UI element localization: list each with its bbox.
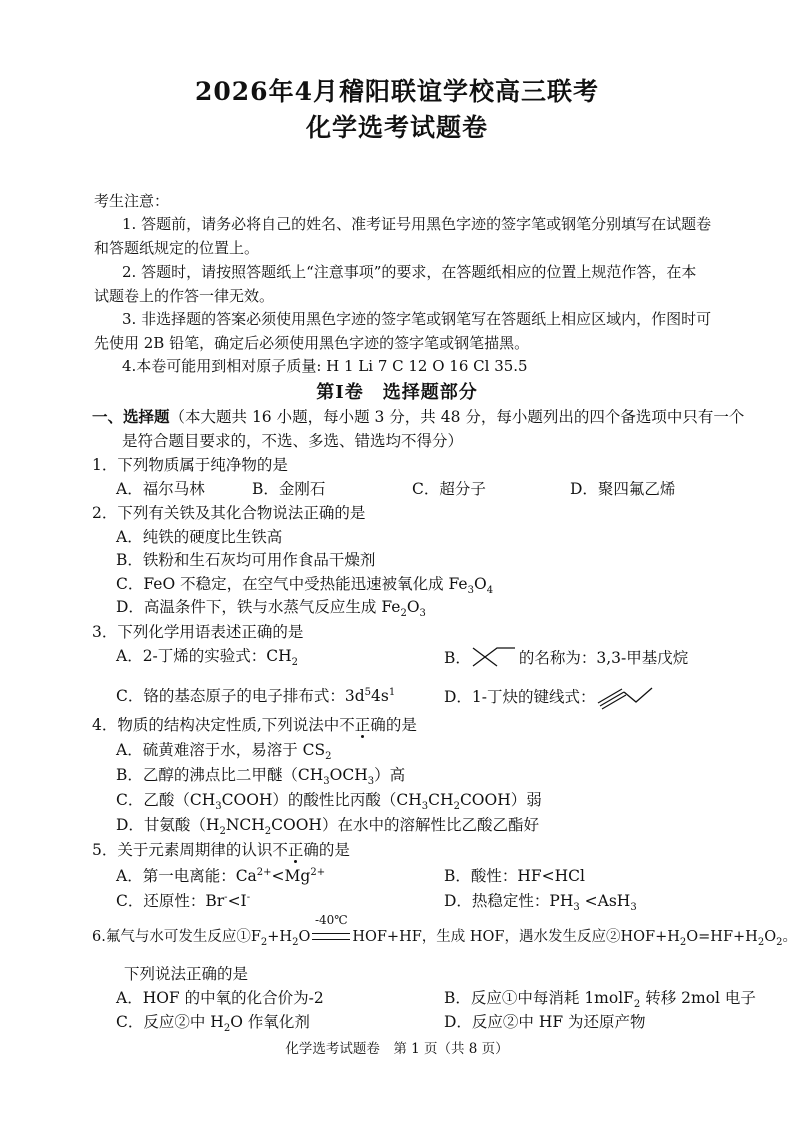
q4-stem: 4．物质的结构决定性质,下列说法中不正确的是	[92, 716, 417, 734]
q1-option-b: B．金刚石	[252, 480, 326, 498]
q3-option-a: A．2-丁烯的实验式：$CH_2$	[116, 647, 299, 669]
notice-item-2-cont: 试题卷上的作答一律无效。	[94, 287, 275, 305]
q2-option-c: C．FeO 不稳定，在空气中受热能迅速被氧化成 $Fe_3O_4$	[116, 575, 494, 597]
q1-option-d: D．聚四氟乙烯	[570, 480, 676, 498]
q2-option-b: B．铁粉和生石灰均可用作食品干燥剂	[116, 551, 376, 569]
notice-heading: 考生注意：	[94, 192, 170, 210]
q5-option-b: B．酸性：HF<HCl	[444, 867, 585, 885]
q3-option-b: B． 的名称为：3,3-甲基戊烷	[444, 644, 688, 670]
q4-option-d: D．甘氨酸$(H_2NCH_2COOH)$在水中的溶解性比乙酸乙酯好	[116, 816, 539, 838]
q5-option-a: A．第一电离能：$Ca^{2+}<Mg^{2+}$	[116, 866, 326, 885]
q5-option-d: D．热稳定性：$PH_3 <AsH_3$	[444, 892, 637, 914]
exam-title: 2026年4月稽阳联谊学校高三联考	[195, 77, 599, 106]
q6-option-d: D．反应②中 HF 为还原产物	[444, 1013, 646, 1031]
notice-item-3: 3. 非选择题的答案必须使用黑色字迹的签字笔或钢笔写在答题纸上相应区域内，作图时可	[122, 310, 712, 328]
q6-option-b: B．反应①中每消耗 1molF$_2$ 转移 2mol 电子	[444, 989, 756, 1011]
q4-option-a: A．硫黄难溶于水，易溶于 $CS_2$	[116, 741, 332, 763]
q3-stem: 3．下列化学用语表述正确的是	[92, 623, 304, 641]
part-label: 一、选择题	[92, 407, 170, 426]
notice-item-1: 1. 答题前，请务必将自己的姓名、准考证号用黑色字迹的签字笔或钢笔分别填写在试题卷	[122, 215, 712, 233]
q6-stem: 6.氟气与水可发生反应$①F_2+H_2O$ -40℃ HOF+HF，生成 HOF，遇水发生反应$②HOF+H_2O=HF+H_2O_2$。	[92, 913, 797, 948]
q3-option-d: D．1-丁炔的键线式：	[444, 684, 656, 710]
q6-option-c: C．反应②中 $H_2O$ 作氧化剂	[116, 1013, 310, 1035]
part-desc: （本大题共 16 小题，每小题 3 分，共 48 分，每小题列出的四个备选项中只有一个	[169, 408, 745, 426]
q5-stem: 5．关于元素周期律的认识不正确的是	[92, 841, 350, 859]
q6-sub-stem: 下列说法正确的是	[124, 965, 249, 983]
q4-option-c: C．乙酸$(CH_3COOH)$的酸性比丙酸$(CH_3CH_2COOH)$弱	[116, 791, 542, 813]
skeletal-structure-3-3-dimethylpentane	[471, 644, 519, 670]
q1-option-a: A．福尔马林	[116, 480, 205, 498]
q1-option-c: C．超分子	[412, 480, 486, 498]
part-desc-cont: 是符合题目要求的，不选、多选、错选均不得分）	[122, 432, 464, 450]
q5-option-c: C．还原性：Br-<I-	[116, 891, 251, 910]
bond-line-1-butyne	[596, 684, 656, 710]
notice-item-4: 4.本卷可能用到相对原子质量: H 1 Li 7 C 12 O 16 Cl 35.5	[122, 357, 528, 375]
part-heading	[92, 405, 744, 427]
notice-item-1-cont: 和答题纸规定的位置上。	[94, 239, 260, 257]
q4-emphasis: 不正确	[339, 716, 386, 734]
q2-option-a: A．纯铁的硬度比生铁高	[116, 528, 283, 546]
reaction-condition: -40℃	[314, 913, 348, 927]
section-title: 第Ⅰ卷 选择题部分	[316, 382, 478, 403]
exam-subtitle: 化学选考试题卷	[305, 113, 488, 142]
q1-stem: 1．下列物质属于纯净物的是	[92, 456, 288, 474]
q4-option-b: B．乙醇的沸点比二甲醚$(CH_3OCH_3)$高	[116, 766, 406, 788]
notice-item-2: 2. 答题时，请按照答题纸上“注意事项”的要求，在答题纸相应的位置上规范作答，在本	[122, 263, 697, 281]
q2-stem: 2．下列有关铁及其化合物说法正确的是	[92, 504, 366, 522]
q5-emphasis: 不正确	[272, 841, 319, 859]
notice-item-3-cont: 先使用 2B 铅笔，确定后必须使用黑色字迹的签字笔或钢笔描黑。	[94, 334, 530, 352]
reaction-condition-arrow	[310, 913, 352, 944]
q2-option-d: D．高温条件下，铁与水蒸气反应生成 $Fe_2O_3$	[116, 598, 426, 620]
q3-option-c: C．铬的基态原子的电子排布式：$3d^54s^1$	[116, 686, 396, 705]
page-footer: 化学选考试题卷 第 1 页（共 8 页）	[285, 1041, 509, 1057]
q6-option-a: A．HOF 的中氧的化合价为-2	[116, 989, 324, 1007]
